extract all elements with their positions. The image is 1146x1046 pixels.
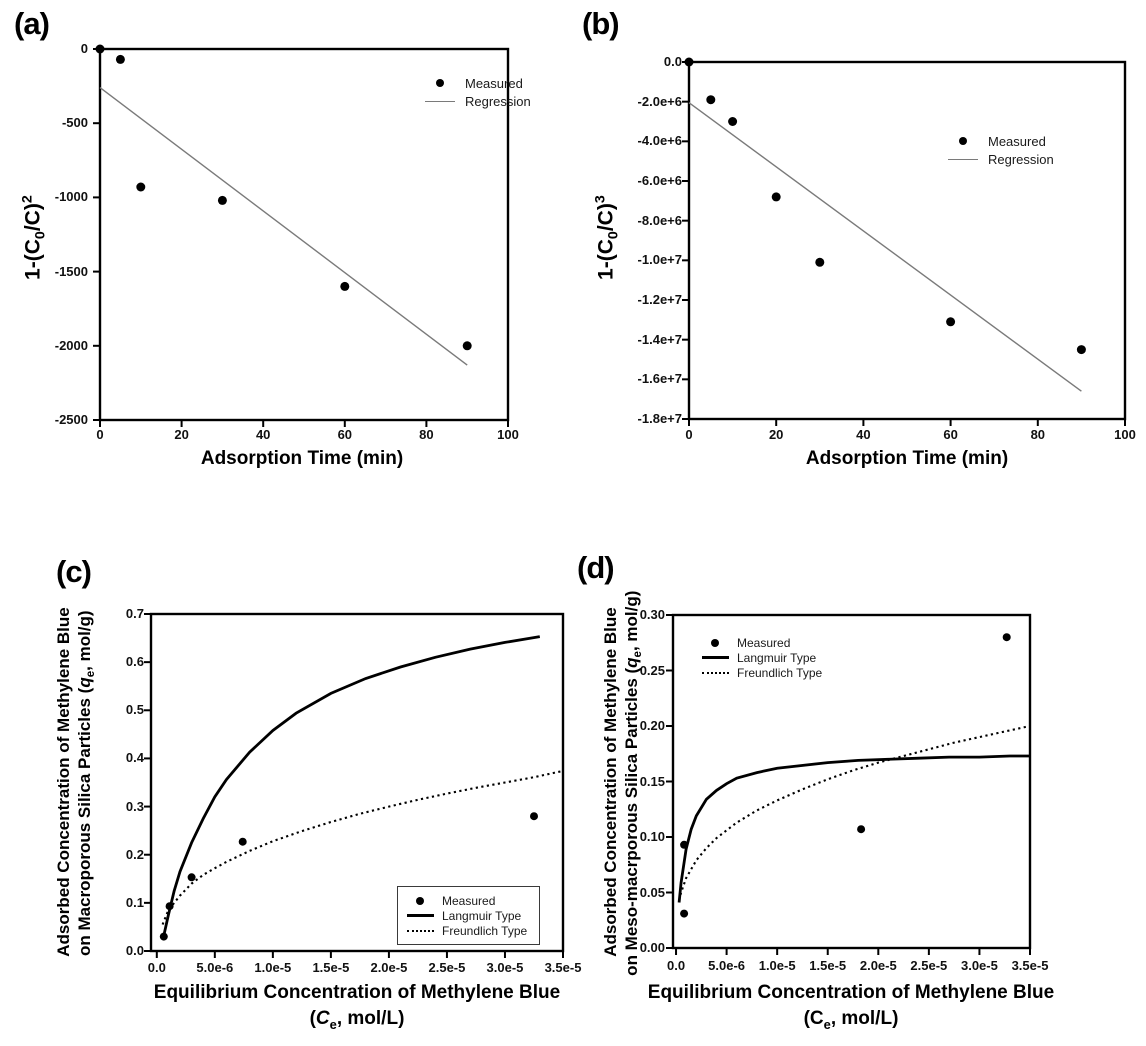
x-tick-label: 60 — [337, 427, 353, 442]
panel-c-x-axis-title-line2 — [107, 1008, 607, 1032]
x-tick-label: 1.5e-5 — [312, 960, 350, 975]
measured-data-point — [96, 45, 105, 54]
y-tick-label: -2500 — [54, 412, 88, 427]
panel-c-y-axis-title-line1: Adsorbed Concentration of Methylene Blue — [54, 607, 73, 957]
ylabel-b-mid: /C) — [594, 203, 618, 232]
measured-data-point — [680, 841, 688, 849]
legend-row-langmuir — [403, 908, 527, 923]
ylabel-b-pre: 1-(C — [594, 239, 618, 280]
measured-data-point — [530, 812, 538, 820]
xlabel-c-post: , mol/L) — [336, 1008, 405, 1029]
swatch-cell — [403, 914, 437, 917]
langmuir-type-curve — [679, 756, 1030, 903]
panel-b-legend — [944, 132, 1054, 168]
legend-label: Freundlich Type — [442, 923, 528, 938]
y-tick-label: -4.0e+6 — [637, 133, 682, 149]
x-tick-label: 1.0e-5 — [758, 958, 796, 973]
y-tick-label: 0.2 — [125, 846, 144, 862]
legend-row-langmuir — [698, 650, 822, 665]
ylabel-d-post: , mol/g) — [621, 590, 641, 652]
y-tick-label: 0.5 — [125, 702, 144, 718]
measured-data-point — [136, 183, 145, 192]
x-tick-label: 2.0e-5 — [859, 958, 897, 973]
x-tick-label: 20 — [174, 427, 189, 442]
freundlich-dotted-line-marker — [407, 930, 434, 932]
panel-b-plot — [682, 58, 1125, 427]
y-tick-label: 0.0 — [125, 943, 144, 958]
panel-d-x-axis-title-line1: Equilibrium Concentration of Methylene Blue — [647, 982, 1055, 1003]
y-tick-label: -1.8e+7 — [637, 411, 682, 426]
ylabel-a-mid: /C) — [21, 203, 45, 232]
legend-label: Measured — [988, 133, 1046, 149]
y-tick-label: 0.3 — [125, 798, 144, 814]
measured-data-point — [680, 910, 688, 918]
ylabel-c-pre: on Macroporous Silica Particles ( — [74, 687, 94, 956]
y-tick-label: -500 — [61, 115, 88, 131]
legend-row-measured — [698, 635, 822, 650]
measured-data-point — [160, 933, 168, 941]
y-tick-label: -1.6e+7 — [637, 371, 682, 387]
ylabel-b-subscript: 0 — [605, 231, 622, 240]
legend-label: Langmuir Type — [442, 908, 522, 923]
ylabel-a-subscript: 0 — [32, 231, 49, 240]
measured-data-point — [815, 258, 824, 267]
freundlich-dotted-line-marker — [702, 672, 729, 674]
y-tick-label: 0.0 — [663, 54, 682, 69]
regression-curve — [100, 88, 467, 366]
panel-d-x-axis-title-line2 — [601, 1008, 1101, 1032]
xlabel-c-subscript: e — [329, 1016, 337, 1032]
plot-frame — [689, 62, 1125, 419]
y-tick-label: -2.0e+6 — [637, 93, 682, 109]
xlabel-d-subscript: e — [823, 1016, 831, 1032]
legend-label: Regression — [988, 151, 1054, 167]
legend-label: Langmuir Type — [737, 650, 817, 665]
y-tick-label: 0.4 — [125, 750, 144, 766]
ylabel-b-superscript: 3 — [592, 195, 609, 204]
xlabel-d-ce-var: C — [809, 1008, 824, 1029]
legend-label: Regression — [465, 93, 531, 109]
x-tick-label: 40 — [856, 427, 871, 442]
y-tick-label: -1.2e+7 — [637, 292, 682, 307]
panel-d-y-axis-title-line1: Adsorbed Concentration of Methylene Blue — [601, 607, 620, 957]
x-tick-label: 3.0e-5 — [960, 958, 998, 973]
swatch-cell — [403, 930, 437, 932]
panel-a-legend — [421, 74, 531, 110]
swatch-cell — [698, 639, 732, 647]
x-tick-label: 20 — [768, 427, 784, 442]
swatch-cell — [698, 656, 732, 659]
ylabel-a-superscript: 2 — [19, 195, 36, 204]
x-tick-label: 80 — [419, 427, 434, 442]
y-tick-label: 0.00 — [639, 940, 665, 955]
xlabel-d-post: , mol/L) — [830, 1008, 899, 1029]
measured-data-point — [166, 902, 174, 910]
ylabel-d-subscript: e — [632, 651, 645, 658]
panel-c-legend — [397, 886, 540, 945]
legend-row-freundlich — [698, 665, 822, 680]
measured-data-point — [772, 192, 781, 201]
measured-dot-marker — [416, 897, 424, 905]
ylabel-c-post: , mol/g) — [74, 610, 94, 671]
y-tick-label: 0.15 — [639, 773, 665, 789]
panel-c-y-axis-title-line2 — [75, 568, 97, 998]
measured-data-point — [340, 282, 349, 291]
measured-data-point — [218, 196, 227, 205]
panel-d-label: (d) — [577, 550, 614, 585]
x-tick-label: 3.0e-5 — [486, 960, 524, 975]
ylabel-c-qe-var: q — [74, 677, 94, 688]
xlabel-d-pre: ( — [803, 1008, 810, 1029]
x-tick-label: 100 — [1114, 427, 1136, 442]
legend-label: Measured — [442, 893, 496, 908]
panel-d-legend — [698, 635, 822, 680]
y-tick-label: 0.10 — [639, 829, 665, 844]
y-tick-label: 0.1 — [125, 894, 144, 910]
x-tick-label: 3.5e-5 — [544, 960, 582, 975]
ylabel-a-pre: 1-(C — [21, 239, 45, 280]
y-tick-label: -6.0e+6 — [637, 173, 682, 188]
legend-label: Measured — [465, 75, 523, 91]
y-tick-label: -1000 — [54, 189, 88, 205]
panel-b-y-axis-title — [592, 88, 621, 388]
panel-b-label: (b) — [582, 6, 619, 41]
measured-data-point — [946, 317, 955, 326]
swatch-cell — [944, 159, 982, 160]
y-tick-label: 0.05 — [639, 884, 665, 900]
x-tick-label: 1.5e-5 — [809, 958, 847, 973]
legend-row-measured — [944, 132, 1054, 150]
measured-data-point — [685, 58, 694, 67]
langmuir-line-marker — [407, 914, 434, 917]
y-tick-label: 0.30 — [639, 607, 665, 622]
measured-data-point — [728, 117, 737, 126]
measured-data-point — [116, 55, 125, 64]
measured-data-point — [1003, 633, 1011, 641]
langmuir-line-marker — [702, 656, 729, 659]
x-tick-label: 3.5e-5 — [1011, 958, 1049, 973]
x-tick-label: 40 — [255, 427, 271, 442]
panel-c-label: (c) — [56, 554, 91, 589]
x-tick-label: 60 — [943, 427, 958, 442]
swatch-cell — [698, 672, 732, 674]
legend-row-regression — [421, 92, 531, 110]
x-tick-label: 5.0e-6 — [196, 960, 234, 975]
y-tick-label: 0.6 — [125, 654, 144, 670]
legend-row-regression — [944, 150, 1054, 168]
ylabel-c-subscript: e — [85, 670, 98, 678]
x-tick-label: 2.5e-5 — [910, 958, 948, 973]
x-tick-label: 5.0e-6 — [708, 958, 746, 973]
measured-dot-marker — [711, 639, 719, 647]
measured-dot-marker — [959, 137, 967, 145]
panel-a-y-axis-title — [19, 88, 48, 388]
measured-data-point — [706, 95, 715, 104]
swatch-cell — [944, 137, 982, 145]
legend-row-measured — [403, 893, 527, 908]
panel-b-x-axis-title: Adsorption Time (min) — [805, 448, 1009, 469]
x-tick-label: 0.0 — [666, 958, 686, 973]
legend-row-measured — [421, 74, 531, 92]
x-tick-label: 2.0e-5 — [370, 960, 408, 975]
measured-data-point — [188, 873, 196, 881]
swatch-cell — [421, 101, 459, 102]
swatch-cell — [403, 897, 437, 905]
measured-data-point — [239, 838, 247, 846]
panel-c-x-axis-title-line1: Equilibrium Concentration of Methylene Blue — [153, 982, 561, 1003]
regression-line-marker — [425, 101, 455, 102]
x-tick-label: 80 — [1030, 427, 1046, 442]
panel-a-label: (a) — [14, 6, 49, 41]
y-tick-label: -1500 — [54, 263, 88, 279]
panel-d-y-axis-title-line2 — [622, 568, 644, 998]
ylabel-d-qe-var: q — [621, 657, 641, 668]
x-tick-label: 2.5e-5 — [428, 960, 466, 975]
freundlich-type-curve — [679, 726, 1030, 900]
y-tick-label: -2000 — [54, 337, 88, 353]
ylabel-d-pre: on Meso-macrporous Silica Particles ( — [621, 667, 641, 976]
y-tick-label: -8.0e+6 — [637, 212, 682, 228]
xlabel-c-pre: ( — [309, 1008, 316, 1029]
x-tick-label: 100 — [497, 427, 519, 442]
regression-line-marker — [948, 159, 978, 160]
legend-label: Measured — [737, 635, 791, 650]
legend-row-freundlich — [403, 923, 527, 938]
y-tick-label: 0.7 — [125, 606, 144, 621]
xlabel-c-ce-var: C — [315, 1008, 330, 1029]
y-tick-label: 0 — [80, 41, 88, 56]
x-tick-label: 0 — [96, 427, 104, 442]
y-tick-label: 0.25 — [639, 662, 665, 678]
swatch-cell — [421, 79, 459, 87]
measured-data-point — [857, 825, 865, 833]
y-tick-label: -1.4e+7 — [637, 331, 682, 347]
measured-data-point — [1077, 345, 1086, 354]
y-tick-label: 0.20 — [639, 718, 665, 733]
measured-data-point — [463, 341, 472, 350]
x-tick-label: 1.0e-5 — [254, 960, 292, 975]
measured-dot-marker — [436, 79, 444, 87]
x-tick-label: 0 — [685, 427, 693, 442]
legend-label: Freundlich Type — [737, 665, 823, 680]
x-tick-label: 0.0 — [147, 960, 166, 975]
y-tick-label: -1.0e+7 — [637, 252, 682, 268]
panel-a-x-axis-title: Adsorption Time (min) — [200, 448, 404, 469]
